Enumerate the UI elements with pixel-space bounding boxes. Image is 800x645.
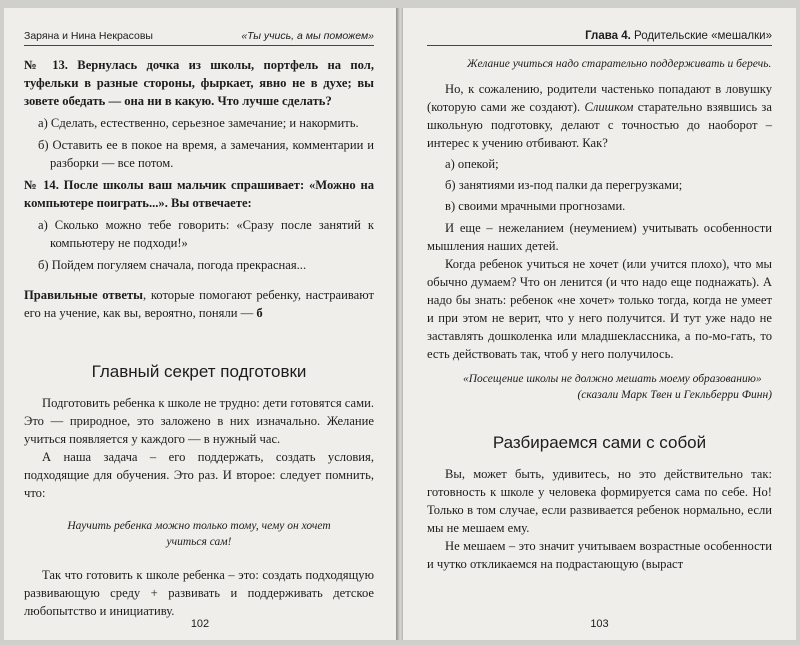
- right-paragraph-3: Когда ребенок учиться не хочет (или учится плохо), что мы обычно думаем? Что он ленится (и что надо еще поднажать). А надо бы знать: ребенок «не хочет» только тогда, когда не умеет и при этом не верит, что у него получится. И тут уже надо не заставлять дошколенка или младшеклассника, а по-мо-гать, то есть действовать так, чтоб у него получилось.: [427, 257, 772, 361]
- right-paragraph-1: [427, 80, 772, 152]
- right-list-item-3: в) своими мрачными прогнозами.: [445, 199, 626, 213]
- question-13-option-b: б) Оставить ее в покое на время, а замечания, комментарии и разборки — все потом.: [38, 138, 374, 170]
- right-quote-2: «Посещение школы не должно мешать моему образованию»: [463, 373, 762, 385]
- header-author: Заряна и Нина Некрасовы: [24, 30, 153, 42]
- left-paragraph-2: А наша задача – его поддержать, создать условия, подходящие для обучения. Это раз. И второе: следует помнить, что:: [24, 450, 374, 500]
- left-page: [4, 8, 396, 640]
- left-running-header: [24, 30, 374, 46]
- right-list-item-1: а) опекой;: [445, 157, 499, 171]
- correct-answers-letter: б: [256, 306, 263, 320]
- right-paragraph-2: И еще – нежеланием (неумением) учитывать особенности мышления наших детей.: [427, 221, 772, 253]
- left-paragraph-1: Подготовить ребенка к школе не трудно: дети готовятся сами. Это — природное, это заложено в них изначально. Желание учиться появляется у каждого — в нужный час.: [24, 396, 374, 446]
- page-number-left: 102: [190, 618, 210, 630]
- question-13-option-a: а) Сделать, естественно, серьезное замечание; и накормить.: [38, 116, 359, 130]
- right-paragraph-1-part-a: Но, к сожалению, родители частенько попадают в ловушку (которую сами же создают).: [427, 82, 772, 114]
- page-number-right: 103: [590, 618, 609, 630]
- left-quote: Научить ребенка можно только тому, чему он хочет учиться сам!: [67, 520, 331, 548]
- right-paragraph-5: Не мешаем – это значит учитываем возрастные особенности и чутко откликаемся на подрастающую (выраст: [427, 539, 772, 571]
- right-paragraph-4: Вы, может быть, удивитесь, но это действительно так: готовность к школе у человека формируется сама по себе. Но! Только в том случае, если развивается ребенок нормально, если мы не мешаем ему.: [427, 467, 772, 535]
- header-chapter-number: Глава 4.: [585, 30, 631, 42]
- question-13: № 13. Вернулась дочка из школы, портфель на пол, туфельки в разные стороны, фыркает, явно не в духе; вы зовете обедать — она ни в какую. Что лучше сделать?: [24, 58, 374, 108]
- correct-answers-label: Правильные ответы: [24, 288, 143, 302]
- right-paragraph-1-italic: Слишком: [584, 100, 634, 114]
- section-title-left: Главный секрет подготовки: [91, 362, 307, 381]
- right-paragraph-1-part-b: старательно взявшись за школьную подготовку, делают с точностью до наоборот – интерес к учению отбивают. Как?: [427, 100, 772, 150]
- correct-answers-text: , которые помогают ребенку, настраивают его на учение, как вы, вероятно, поняли —: [24, 288, 374, 320]
- header-chapter-title: Родительские «мешалки»: [630, 30, 772, 42]
- right-page: [403, 8, 796, 640]
- header-book-title: «Ты учись, а мы поможем»: [241, 30, 374, 42]
- question-14-option-a: а) Сколько можно тебе говорить: «Сразу после занятий к компьютеру не подходи!»: [38, 218, 374, 250]
- right-list-item-2: б) занятиями из-под палки да перегрузками;: [445, 178, 683, 192]
- correct-answers-paragraph: [24, 286, 374, 322]
- right-running-header: [427, 30, 772, 46]
- right-quote-2-attribution: (сказали Марк Твен и Гекльберри Финн): [577, 389, 772, 401]
- question-14-option-b: б) Пойдем погуляем сначала, погода прекрасная...: [38, 258, 307, 272]
- header-chapter: [585, 30, 772, 42]
- section-title-right: Разбираемся сами с собой: [492, 433, 707, 452]
- book-gutter: [396, 8, 403, 640]
- right-top-quote: Желание учиться надо старательно поддерживать и беречь.: [467, 58, 772, 70]
- question-14: № 14. После школы ваш мальчик спрашивает: «Можно на компьютере поиграть...». Вы отвечаете:: [24, 178, 374, 210]
- left-paragraph-3: Так что готовить к школе ребенка – это: создать подходящую развивающую среду + развивать и поддерживать детское любопытство и инициативу.: [24, 568, 374, 618]
